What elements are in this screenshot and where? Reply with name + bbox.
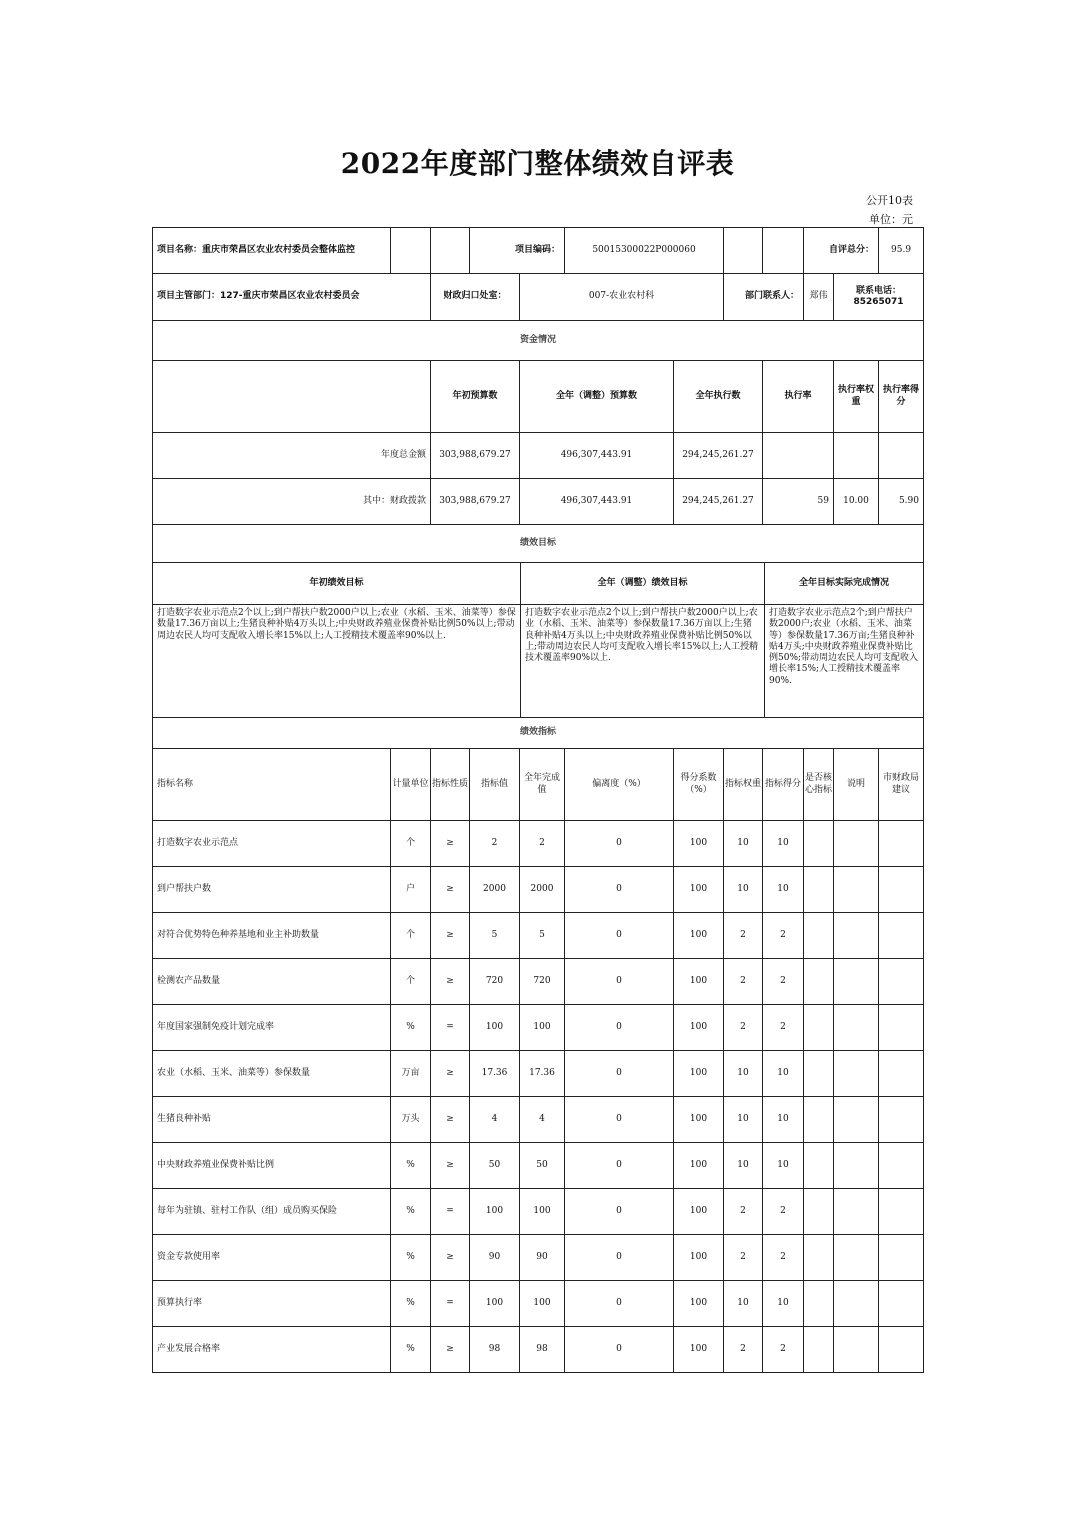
- contact-person: 郑伟: [804, 274, 834, 321]
- table-row: [153, 1327, 924, 1373]
- indicator-name: 年度国家强制免疫计划完成率: [153, 1005, 391, 1051]
- indicator-done: 50: [520, 1143, 565, 1189]
- indicator-note: [834, 821, 879, 867]
- project-name: 项目名称：重庆市荣昌区农业农村委员会整体监控: [153, 228, 391, 274]
- indicator-advice: [879, 1189, 924, 1235]
- indicator-deviation: 0: [565, 913, 674, 959]
- table-row: [153, 1005, 924, 1051]
- indicator-name: 资金专款使用率: [153, 1235, 391, 1281]
- indicator-value: 90: [470, 1235, 520, 1281]
- indicator-score: 2: [763, 1235, 804, 1281]
- indicators-header-row: [153, 749, 924, 821]
- indicator-score: 2: [763, 959, 804, 1005]
- table-row: [153, 1235, 924, 1281]
- funds-header-row-2: [153, 361, 924, 433]
- total-weight: [834, 433, 879, 479]
- header-exec-rate-2: 执行率: [763, 361, 834, 433]
- indicator-deviation: 0: [565, 867, 674, 913]
- indicator-advice: [879, 959, 924, 1005]
- indicator-score: 10: [763, 1051, 804, 1097]
- indicator-note: [834, 867, 879, 913]
- indicator-note: [834, 1051, 879, 1097]
- indicator-value: 100: [470, 1281, 520, 1327]
- indicator-weight: 10: [724, 1143, 763, 1189]
- total-executed: 294,245,261.27: [674, 433, 763, 479]
- indicator-done: 720: [520, 959, 565, 1005]
- header-executed-2: 全年执行数: [674, 361, 763, 433]
- goals-initial-text: 打造数字农业示范点2个以上;到户帮扶户数2000户以上;农业（水稻、玉米、油菜等）参保数量17.36万亩以上;生猪良种补贴4万头以上;中央财政养殖业保费补贴比例50%以上;带动周边农民人均可支配收入增长率15%以上;人工授精技术覆盖率90%以上.: [153, 605, 521, 718]
- score-label: 自评总分：: [804, 228, 879, 274]
- indicator-deviation: 0: [565, 1143, 674, 1189]
- indicator-deviation: 0: [565, 821, 674, 867]
- indicator-note: [834, 1005, 879, 1051]
- indicator-value: 4: [470, 1097, 520, 1143]
- info-row-1: [153, 228, 924, 274]
- funds-section-title: 资金情况: [153, 321, 924, 361]
- currency-unit: 单位：元: [869, 213, 913, 226]
- ind-header-nature: 指标性质: [431, 749, 470, 821]
- indicator-nature: ≥: [431, 867, 470, 913]
- total-score: [879, 433, 924, 479]
- indicator-value: 5: [470, 913, 520, 959]
- goals-header-actual: 全年目标实际完成情况: [765, 563, 924, 605]
- indicator-done: 2000: [520, 867, 565, 913]
- evaluation-table: [152, 227, 924, 361]
- table-row: [153, 1143, 924, 1189]
- indicators-section-row: [153, 718, 924, 749]
- indicator-nature: ≥: [431, 1097, 470, 1143]
- indicator-nature: ≥: [431, 1235, 470, 1281]
- indicator-name: 生猪良种补贴: [153, 1097, 391, 1143]
- goals-table: [152, 562, 924, 749]
- indicator-unit: 个: [391, 913, 431, 959]
- table-row: [153, 1051, 924, 1097]
- indicator-nature: =: [431, 1189, 470, 1235]
- indicator-unit: %: [391, 1327, 431, 1373]
- indicator-unit: %: [391, 1281, 431, 1327]
- goals-section-title: 绩效目标: [153, 525, 924, 563]
- indicator-value: 720: [470, 959, 520, 1005]
- indicator-done: 100: [520, 1189, 565, 1235]
- ind-header-done: 全年完成值: [520, 749, 565, 821]
- page-title: 2022年度部门整体绩效自评表: [340, 147, 735, 180]
- ind-header-name: 指标名称: [153, 749, 391, 821]
- indicator-done: 90: [520, 1235, 565, 1281]
- total-score: 95.9: [879, 228, 924, 274]
- office: 007-农业农村科: [520, 274, 724, 321]
- indicator-value: 2: [470, 821, 520, 867]
- indicator-deviation: 0: [565, 1281, 674, 1327]
- indicator-note: [834, 1327, 879, 1373]
- ind-header-coef: 得分系数（%）: [674, 749, 724, 821]
- indicator-score: 10: [763, 1097, 804, 1143]
- indicator-weight: 10: [724, 821, 763, 867]
- indicator-done: 5: [520, 913, 565, 959]
- indicator-score: 2: [763, 1005, 804, 1051]
- indicator-coef: 100: [674, 821, 724, 867]
- indicators-section-title: 绩效指标: [153, 718, 924, 749]
- indicator-value: 50: [470, 1143, 520, 1189]
- goals-header-row: [153, 563, 924, 605]
- indicator-advice: [879, 1005, 924, 1051]
- indicator-deviation: 0: [565, 1005, 674, 1051]
- indicator-coef: 100: [674, 1281, 724, 1327]
- indicator-name: 对符合优势特色种养基地和业主补助数量: [153, 913, 391, 959]
- indicator-advice: [879, 1327, 924, 1373]
- fiscal-score: 5.90: [879, 479, 924, 525]
- goals-section-row: [153, 525, 924, 563]
- indicator-core: [804, 1097, 834, 1143]
- indicators-body: [153, 821, 924, 1373]
- indicator-done: 17.36: [520, 1051, 565, 1097]
- total-initial: 303,988,679.27: [431, 433, 520, 479]
- indicator-deviation: 0: [565, 1097, 674, 1143]
- indicator-core: [804, 913, 834, 959]
- funds-total-row: [153, 433, 924, 479]
- indicator-advice: [879, 1097, 924, 1143]
- fiscal-weight: 10.00: [834, 479, 879, 525]
- indicator-advice: [879, 1281, 924, 1327]
- indicator-deviation: 0: [565, 1235, 674, 1281]
- indicator-nature: =: [431, 1281, 470, 1327]
- indicator-done: 4: [520, 1097, 565, 1143]
- indicator-deviation: 0: [565, 1189, 674, 1235]
- fiscal-label: 其中：财政拨款: [153, 479, 431, 525]
- ind-header-deviation: 偏离度（%）: [565, 749, 674, 821]
- indicator-note: [834, 1097, 879, 1143]
- indicator-unit: %: [391, 1189, 431, 1235]
- total-adjusted: 496,307,443.91: [520, 433, 674, 479]
- indicators-table: [152, 748, 924, 1373]
- funds-table: [152, 360, 924, 563]
- header-adjusted-budget-2: 全年（调整）预算数: [520, 361, 674, 433]
- indicator-coef: 100: [674, 913, 724, 959]
- indicator-unit: 万头: [391, 1097, 431, 1143]
- header-rate-weight: 执行率权重: [834, 361, 879, 433]
- fiscal-executed: 294,245,261.27: [674, 479, 763, 525]
- indicator-name: 中央财政养殖业保费补贴比例: [153, 1143, 391, 1189]
- indicator-nature: ≥: [431, 1327, 470, 1373]
- indicator-score: 2: [763, 913, 804, 959]
- indicator-advice: [879, 821, 924, 867]
- indicator-nature: ≥: [431, 1051, 470, 1097]
- funds-section-row: [153, 321, 924, 361]
- indicator-weight: 10: [724, 867, 763, 913]
- indicator-coef: 100: [674, 1051, 724, 1097]
- indicator-coef: 100: [674, 1189, 724, 1235]
- indicator-deviation: 0: [565, 959, 674, 1005]
- indicator-nature: ≥: [431, 1143, 470, 1189]
- indicator-unit: %: [391, 1005, 431, 1051]
- indicator-unit: 万亩: [391, 1051, 431, 1097]
- project-code-label: 项目编码：: [470, 228, 565, 274]
- indicator-unit: 个: [391, 821, 431, 867]
- ind-header-weight: 指标权重: [724, 749, 763, 821]
- goals-header-initial: 年初绩效目标: [153, 563, 521, 605]
- header-initial-budget-2: 年初预算数: [431, 361, 520, 433]
- table-row: [153, 1189, 924, 1235]
- indicator-done: 2: [520, 821, 565, 867]
- indicator-name: 检测农产品数量: [153, 959, 391, 1005]
- indicator-name: 每年为驻镇、驻村工作队（组）成员购买保险: [153, 1189, 391, 1235]
- indicator-nature: ≥: [431, 959, 470, 1005]
- indicator-core: [804, 1051, 834, 1097]
- indicator-weight: 10: [724, 1281, 763, 1327]
- indicator-core: [804, 1005, 834, 1051]
- indicator-core: [804, 821, 834, 867]
- indicator-score: 10: [763, 867, 804, 913]
- indicator-coef: 100: [674, 867, 724, 913]
- indicator-core: [804, 1189, 834, 1235]
- indicator-weight: 2: [724, 1005, 763, 1051]
- table-row: [153, 821, 924, 867]
- indicator-weight: 2: [724, 913, 763, 959]
- fiscal-adjusted: 496,307,443.91: [520, 479, 674, 525]
- indicator-note: [834, 959, 879, 1005]
- indicator-name: 产业发展合格率: [153, 1327, 391, 1373]
- indicator-weight: 2: [724, 1235, 763, 1281]
- indicator-coef: 100: [674, 1143, 724, 1189]
- total-rate: [763, 433, 834, 479]
- ind-header-advice: 市财政局建议: [879, 749, 924, 821]
- indicator-core: [804, 1235, 834, 1281]
- form-number: 公开10表: [866, 194, 913, 207]
- indicator-name: 预算执行率: [153, 1281, 391, 1327]
- indicator-advice: [879, 1143, 924, 1189]
- table-row: [153, 1281, 924, 1327]
- indicator-name: 农业（水稻、玉米、油菜等）参保数量: [153, 1051, 391, 1097]
- goals-actual-text: 打造数字农业示范点2个;到户帮扶户数2000户;农业（水稻、玉米、油菜等）参保数量17.36万亩;生猪良种补贴4万头;中央财政养殖业保费补贴比例50%;带动周边农民人均可支配收入增长率15%;人工授精技术覆盖率90%.: [765, 605, 924, 718]
- indicator-done: 100: [520, 1281, 565, 1327]
- indicator-weight: 2: [724, 1327, 763, 1373]
- table-row: [153, 867, 924, 913]
- indicator-coef: 100: [674, 959, 724, 1005]
- indicator-note: [834, 1281, 879, 1327]
- goals-content-row: [153, 605, 924, 718]
- indicator-score: 2: [763, 1189, 804, 1235]
- indicator-advice: [879, 1051, 924, 1097]
- indicator-advice: [879, 1235, 924, 1281]
- indicator-nature: ≥: [431, 821, 470, 867]
- indicator-weight: 10: [724, 1097, 763, 1143]
- table-row: [153, 1097, 924, 1143]
- indicator-note: [834, 1143, 879, 1189]
- indicator-unit: %: [391, 1235, 431, 1281]
- indicator-unit: 户: [391, 867, 431, 913]
- indicator-value: 98: [470, 1327, 520, 1373]
- goals-adjusted-text: 打造数字农业示范点2个以上;到户帮扶户数2000户以上;农业（水稻、玉米、油菜等）参保数量17.36万亩以上;生猪良种补贴4万头以上;中央财政养殖业保费补贴比例50%以上;带动周边农民人均可支配收入增长率15%以上;人工授精技术覆盖率90%以上.: [521, 605, 765, 718]
- indicator-core: [804, 1281, 834, 1327]
- phone: 联系电话：85265071: [834, 274, 924, 321]
- indicator-core: [804, 867, 834, 913]
- indicator-score: 10: [763, 1143, 804, 1189]
- goals-header-adjusted: 全年（调整）绩效目标: [521, 563, 765, 605]
- indicator-coef: 100: [674, 1097, 724, 1143]
- ind-header-unit: 计量单位: [391, 749, 431, 821]
- total-label: 年度总金额: [153, 433, 431, 479]
- indicator-value: 100: [470, 1005, 520, 1051]
- table-row: [153, 913, 924, 959]
- indicator-weight: 2: [724, 1189, 763, 1235]
- indicator-score: 10: [763, 1281, 804, 1327]
- header-rate-score: 执行率得分: [879, 361, 924, 433]
- indicator-coef: 100: [674, 1005, 724, 1051]
- indicator-note: [834, 1235, 879, 1281]
- indicator-deviation: 0: [565, 1051, 674, 1097]
- department: 项目主管部门：127-重庆市荣昌区农业农村委员会: [153, 274, 431, 321]
- contact-label: 部门联系人：: [724, 274, 804, 321]
- indicator-score: 2: [763, 1327, 804, 1373]
- ind-header-note: 说明: [834, 749, 879, 821]
- indicator-advice: [879, 867, 924, 913]
- indicator-name: 打造数字农业示范点: [153, 821, 391, 867]
- indicator-note: [834, 913, 879, 959]
- indicator-name: 到户帮扶户数: [153, 867, 391, 913]
- indicator-unit: 个: [391, 959, 431, 1005]
- ind-header-score: 指标得分: [763, 749, 804, 821]
- indicator-core: [804, 1143, 834, 1189]
- indicator-core: [804, 959, 834, 1005]
- indicator-advice: [879, 913, 924, 959]
- indicator-unit: %: [391, 1143, 431, 1189]
- indicator-core: [804, 1327, 834, 1373]
- indicator-note: [834, 1189, 879, 1235]
- info-row-2: [153, 274, 924, 321]
- indicator-value: 100: [470, 1189, 520, 1235]
- indicator-weight: 2: [724, 959, 763, 1005]
- indicator-nature: =: [431, 1005, 470, 1051]
- indicator-nature: ≥: [431, 913, 470, 959]
- fiscal-rate: 59: [763, 479, 834, 525]
- funds-fiscal-row: [153, 479, 924, 525]
- indicator-value: 17.36: [470, 1051, 520, 1097]
- indicator-deviation: 0: [565, 1327, 674, 1373]
- ind-header-value: 指标值: [470, 749, 520, 821]
- fiscal-initial: 303,988,679.27: [431, 479, 520, 525]
- indicator-coef: 100: [674, 1327, 724, 1373]
- indicator-coef: 100: [674, 1235, 724, 1281]
- indicator-value: 2000: [470, 867, 520, 913]
- project-code: 50015300022P000060: [565, 228, 724, 274]
- indicator-weight: 10: [724, 1051, 763, 1097]
- table-row: [153, 959, 924, 1005]
- indicator-done: 98: [520, 1327, 565, 1373]
- ind-header-core: 是否核心指标: [804, 749, 834, 821]
- indicator-done: 100: [520, 1005, 565, 1051]
- office-label: 财政归口处室：: [431, 274, 520, 321]
- indicator-score: 10: [763, 821, 804, 867]
